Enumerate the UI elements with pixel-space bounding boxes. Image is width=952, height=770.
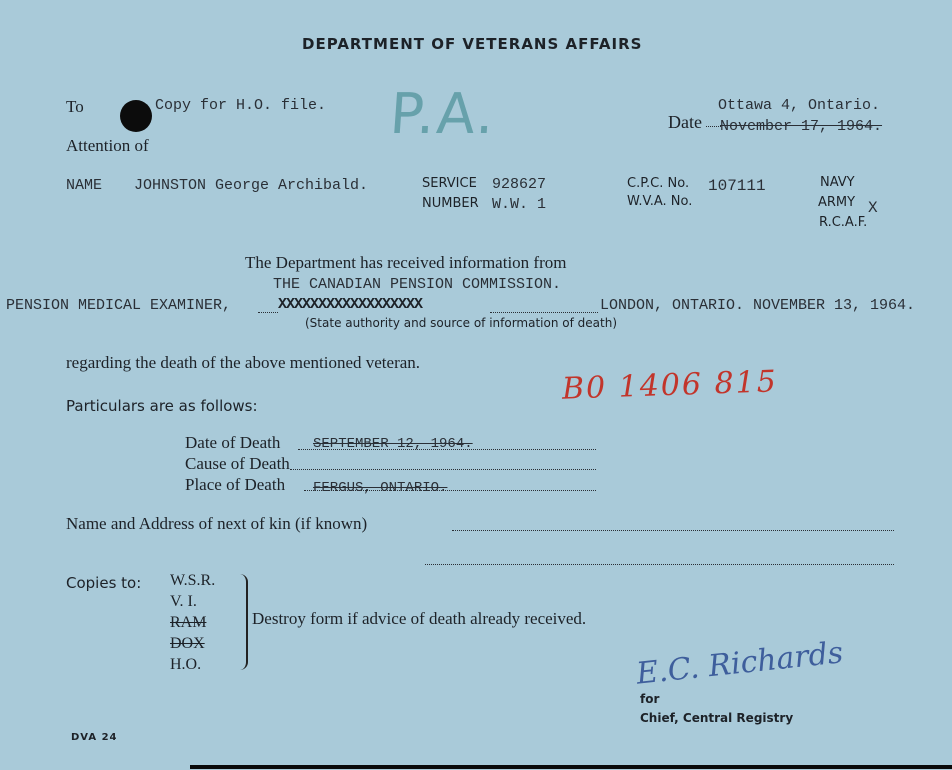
punch-hole: [120, 100, 152, 132]
scan-edge: [190, 765, 952, 769]
next-of-kin-line-2: [425, 564, 894, 565]
place-of-death-value: FERGUS, ONTARIO.: [313, 480, 448, 496]
signature: E.C. Richards: [634, 635, 845, 692]
copies-brace: [240, 574, 248, 670]
cpc-value: 107111: [708, 177, 766, 195]
next-of-kin-line-1: [452, 530, 894, 531]
source-location: LONDON, ONTARIO. NOVEMBER 13, 1964.: [600, 297, 916, 314]
date-of-death-value: SEPTEMBER 12, 1964.: [313, 436, 473, 452]
source-commission: THE CANADIAN PENSION COMMISSION.: [273, 276, 562, 293]
next-of-kin-label: Name and Address of next of kin (if known): [66, 514, 368, 533]
wva-label: W.V.A. No.: [627, 194, 693, 209]
received-line: The Department has received information from: [245, 253, 567, 272]
place-of-death-label: Place of Death: [185, 475, 286, 494]
date-leader: [706, 126, 721, 127]
regarding-line: regarding the death of the above mentioned veteran.: [66, 353, 421, 372]
copy-wsr: W.S.R.: [170, 572, 216, 589]
source-examiner: PENSION MEDICAL EXAMINER,: [6, 297, 232, 314]
cause-of-death-label: Cause of Death: [185, 454, 290, 473]
location: Ottawa 4, Ontario.: [718, 97, 881, 114]
army-label: ARMY: [818, 195, 856, 210]
name-value: JOHNSTON George Archibald.: [134, 177, 369, 194]
file-number-handwritten: B0 1406 815: [561, 364, 779, 407]
copy-vi: V. I.: [170, 593, 197, 610]
source-caption: (State authority and source of information of death): [305, 316, 617, 330]
redacted-text: XXXXXXXXXXXXXXXXXX: [278, 296, 423, 313]
rcaf-label: R.C.A.F.: [819, 215, 868, 230]
attention-label: Attention of: [66, 136, 149, 155]
cpc-label: C.P.C. No.: [627, 176, 690, 191]
to-value: Copy for H.O. file.: [155, 97, 327, 114]
service-number: 928627: [492, 176, 547, 193]
army-mark: X: [868, 199, 878, 217]
source-leader-2: [490, 312, 598, 313]
copies-label: Copies to:: [66, 574, 142, 592]
page-title: DEPARTMENT OF VETERANS AFFAIRS: [302, 35, 643, 53]
cause-of-death-leader: [290, 469, 596, 470]
destroy-note: Destroy form if advice of death already received.: [252, 609, 587, 628]
number-label: NUMBER: [422, 196, 479, 211]
date-value: November 17, 1964.: [720, 118, 883, 135]
to-label: To: [66, 97, 84, 116]
service-label: SERVICE: [422, 176, 477, 191]
name-label: NAME: [66, 177, 103, 194]
copy-ram: RAM: [170, 614, 207, 631]
copy-dox: DOX: [170, 635, 205, 652]
pa-stamp: P.A.: [387, 82, 499, 147]
date-label: Date: [668, 112, 702, 132]
particulars-heading: Particulars are as follows:: [66, 397, 258, 415]
form-id: DVA 24: [71, 732, 118, 743]
source-leader-1: [258, 312, 278, 313]
copy-ho: H.O.: [170, 656, 202, 673]
signature-for: for: [640, 692, 660, 706]
navy-label: NAVY: [820, 175, 855, 190]
date-of-death-label: Date of Death: [185, 433, 281, 452]
war-number: W.W. 1: [492, 196, 547, 213]
signature-title: Chief, Central Registry: [640, 711, 794, 725]
